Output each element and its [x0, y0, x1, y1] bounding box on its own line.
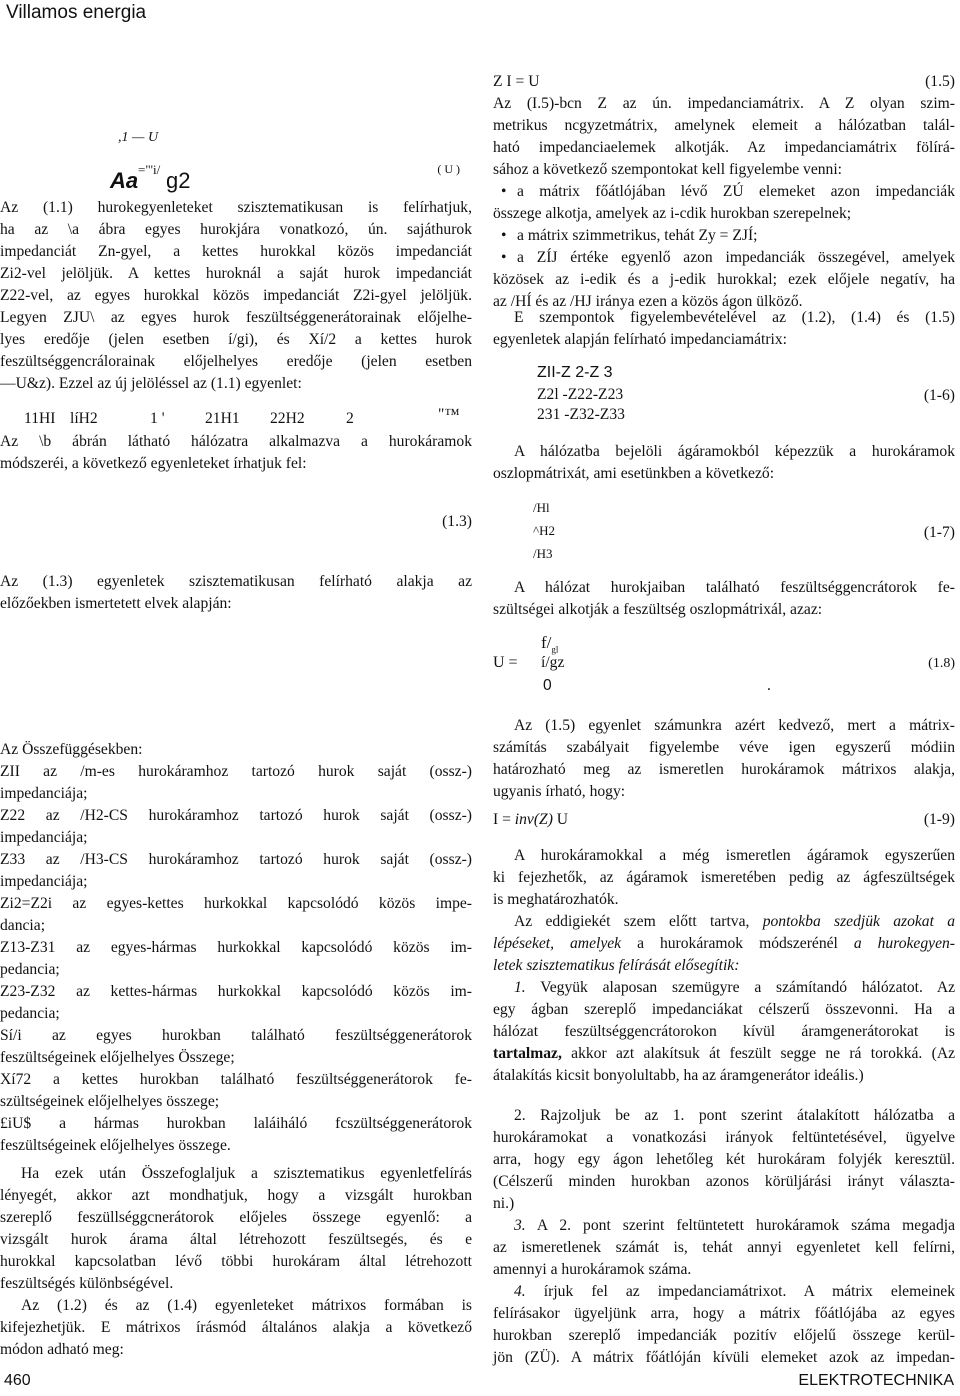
definition-line: Xí72 a kettes hurokban található feszültséggenerátorok fe-	[0, 1071, 472, 1088]
steps-intro-line: letek szisztematikus felírását elősegítik:	[493, 957, 740, 974]
text-line: (Célszerű minden hurokban azonos körüljárási irányt választa-	[493, 1173, 955, 1190]
text-line: Z22-vel, az egyes hurokkal közös impedanciát Z2i-gyel jelöljük.	[0, 287, 472, 304]
matrix-row: Z2l -Z22-Z23	[537, 386, 624, 403]
eq-fragment: ( U )	[437, 162, 460, 176]
eq-token: "™	[438, 406, 460, 423]
equation-number: (1-6)	[923, 387, 955, 404]
eq-token: 22H2	[270, 410, 305, 427]
eq-token: 2	[346, 410, 354, 427]
text-line: 2. Rajzoljuk be az 1. pont szerint átalakított hálózatba a	[514, 1107, 955, 1124]
definition-line: Sí/i az egyes hurokban található feszültséggenerátorok	[0, 1027, 472, 1044]
step-3-line: 3. A 2. pont szerint feltüntetett hurokáramok száma megadja	[514, 1217, 955, 1234]
definitions-intro: Az Összefüggésekben:	[0, 741, 143, 758]
eq-token: 1 '	[150, 410, 165, 427]
step-4-line: 4. írjuk fel az impedanciamátrixot. A mátrix elemeinek	[514, 1283, 955, 1300]
matrix-row: 0	[543, 677, 552, 694]
definition-line: feszültségeinek előjelhelyes Összege;	[0, 1049, 235, 1066]
text-line: metrikus ncgyzetmátrix, amelynek elemeit a hálózatban talál-	[493, 117, 955, 134]
matrix-row: /Hl	[533, 500, 550, 515]
text-line: szültségei alkotják a feszültség oszlopmátrixál, azaz:	[493, 601, 823, 618]
matrix-row: 231 -Z32-Z33	[537, 406, 625, 423]
text-line: ha az \a ábra egyes hurokjára vonatkozó, ún. sajáthurok	[0, 221, 472, 238]
text-line: Legyen ZJU\ az egyes hurok feszültséggenerátorainak előjelhe-	[0, 309, 472, 326]
equation-number: (1.8)	[928, 656, 955, 671]
eq-token: líH2	[70, 410, 98, 427]
text-line: Ha ezek után Összefoglaljuk a szisztematikus egyenletfelírás	[21, 1165, 472, 1182]
equation-number: (1-9)	[923, 811, 955, 828]
text-line: előzőekben ismertetett elvek alapján:	[0, 595, 232, 612]
text-line: sához a következő szempontokat kell figyelembe venni:	[493, 161, 843, 178]
definition-line: impedanciája;	[0, 829, 88, 846]
matrix-row: ZII-Z 2-Z 3	[537, 364, 613, 381]
eq-token: 21H1	[205, 410, 240, 427]
journal-name: ELEKTROTECHNIKA	[798, 1372, 954, 1389]
matrix-dot: .	[767, 677, 771, 694]
step-4-line: felírásakor ügyeljünk arra, hogy a mátrix főátlójába az egyes	[493, 1305, 955, 1322]
eq-token: 11HI	[24, 410, 56, 427]
text-line: feszültséggencrálorainak előjelhelyes eredője (jelen esetben	[0, 353, 472, 370]
text-line: Az \b ábrán látható hálózatra alkalmazva a hurokáramok	[0, 433, 472, 450]
step-4-line: jön (ZÜ). A mátrix főátlóján kívüli elemeket azok az impedan-	[493, 1349, 955, 1366]
text-line: számítás szabályait figyelembe véve igen egyszerű módiin	[493, 739, 955, 756]
eq-fragment: g2	[166, 168, 191, 193]
definition-line: Z13-Z31 az egyes-hármas hurkokkal kapcsolódó közös im-	[0, 939, 472, 956]
equation-lhs: U =	[493, 654, 518, 671]
definition-line: szültségeinek előjelhelyes összege;	[0, 1093, 220, 1110]
step-1-line: átalakítás kicsit bonyolultabb, ha az áramgenerátor ideális.)	[493, 1067, 864, 1084]
bullet-continuation: összege alkotja, amelyek az i-cdik hurokban szerepelnek;	[493, 205, 852, 222]
text-line: ki fejezhetők, az ágáramok ismeretében pedig az ágfeszültségek	[493, 869, 955, 886]
definition-line: £iU$ a hármas hurokban laláiháló fcszültséggenerátorok	[0, 1115, 472, 1132]
text-line: Az (1.5) egyenlet számunkra azért kedvező, mert a mátrix-	[514, 717, 955, 734]
equation-1-5: Z I = U	[493, 73, 540, 90]
definition-line: pedancia;	[0, 961, 60, 978]
text-line: határozható meg az ismeretlen hurokáramok mátrixos alakja,	[493, 761, 955, 778]
definition-line: Z33 az /H3-CS hurokáramhoz tartozó hurok saját (ossz-)	[0, 851, 472, 868]
text-line: Zi2-vel jelöljük. A kettes huroknál a saját hurok impedanciát	[0, 265, 472, 282]
step-1-line: tartalmaz, akkor azt alakítsuk át feszült segge ne rá torokká. (Az	[493, 1045, 955, 1062]
step-4-line: hurokban szereplő impedanciák pozitív előjelű összege kerül-	[493, 1327, 955, 1344]
definition-line: feszültségeinek előjelhelyes összege.	[0, 1137, 231, 1154]
text-line: is meghatározhatók.	[493, 891, 619, 908]
definition-line: impedanciája;	[0, 785, 88, 802]
eq-fragment: ="'i/	[138, 162, 161, 177]
definition-line: ZII az /m-es hurokáramhoz tartozó hurok saját (ossz-)	[0, 763, 472, 780]
text-line: szereplő feszüllséggcnerátorok előjeles összege egyenlő: a	[0, 1209, 472, 1226]
text-line: E szempontok figyelembevételével az (1.2), (1.4) és (1.5)	[514, 309, 955, 326]
step-3-line: amennyi a hurokáramok száma.	[493, 1261, 692, 1278]
definition-line: dancia;	[0, 917, 46, 934]
definition-line: Z22 az /H2-CS hurokáramhoz tartozó hurok saját (ossz-)	[0, 807, 472, 824]
page-number: 460	[4, 1372, 31, 1389]
definition-line: impedanciája;	[0, 873, 88, 890]
equation-number: (1.3)	[442, 513, 472, 530]
steps-intro-line: Az eddigiekét szem előtt tartva, pontokba szedjük azokat a	[514, 913, 955, 930]
step-1-line: 1. Vegyük alaposan szemügyre a számítandó hálózatot. Az	[514, 979, 955, 996]
bullet-item: • a mátrix főátlójában lévő ZÚ elemeket azon impedanciák	[493, 182, 955, 201]
text-line: Az (I.5)-bcn Z az ún. impedanciamátrix. A Z olyan szim-	[493, 95, 955, 112]
text-line: lyes eredője (jelen esetben í/gi), és Xí/2 a kettes hurok	[0, 331, 472, 348]
bullet-item: • a ZÍJ értéke egyenlő azon impedanciák összegével, amelyek	[493, 248, 955, 267]
text-line: ugyanis írható, hogy:	[493, 783, 626, 800]
text-line: kifejezhetjük. E mátrixos írásmód általános alakja a következő	[0, 1319, 472, 1336]
text-line: módon adható meg:	[0, 1341, 124, 1358]
text-line: feszültségés különbségével.	[0, 1275, 174, 1292]
text-line: Az (1.2) és az (1.4) egyenleteket mátrixos formában is	[21, 1297, 472, 1314]
definition-line: Zi2=Z2i az egyes-kettes hurkokkal kapcsolódó közös impe-	[0, 895, 472, 912]
text-line: impedanciát Zn-gyel, a kettes hurokkal közös impedanciát	[0, 243, 472, 260]
steps-intro-line: lépéseket, amelyek a hurokáramok módszerénél a hurokegyen-	[493, 935, 955, 952]
text-line: ni.)	[493, 1195, 515, 1212]
equation-number: (1-7)	[923, 524, 955, 541]
text-line: lényegét, akkor azt mondhatjuk, hogy a vizsgált hurokban	[0, 1187, 472, 1204]
text-line: oszlopmátrixát, ami esetünkben a következő:	[493, 465, 775, 482]
equation-1-9: I = inv(Z) U	[493, 811, 569, 828]
bullet-item: • a mátrix szimmetrikus, tehát Zy = ZJÍ;	[493, 226, 955, 245]
text-line: hurokkal kapcsolatban lévő többi hurokáram által létrehozott	[0, 1253, 472, 1270]
step-1-line: hálózat feszültséggencrátorokon kívül áramgenerátorokat is	[493, 1023, 955, 1040]
step-3-line: az ismeretlenek számát is, tehát annyi egyenletet kell felírni,	[493, 1239, 955, 1256]
text-line: Az (1.1) hurokegyenleteket szisztematikusan is felírhatjuk,	[0, 199, 472, 216]
matrix-row: /H3	[533, 546, 553, 561]
eq-fragment: Aa	[110, 168, 139, 193]
running-header: Villamos energia	[6, 2, 147, 23]
matrix-row: $f/_{gl}$	[541, 633, 559, 655]
text-line: Az (1.3) egyenletek szisztematikusan felírható alakja az	[0, 573, 472, 590]
text-line: vizsgált hurok árama által létrehozott feszültsegés, és e	[0, 1231, 472, 1248]
text-line: A hálózatba bejelöli ágáramokból képezzük a hurokáramok	[514, 443, 955, 460]
text-line: egyenletek alapján felírható impedanciamátrix:	[493, 331, 787, 348]
step-1-line: egy ágban szereplő impedanciákat célszerű összevonni. Ha a	[493, 1001, 955, 1018]
definition-line: pedancia;	[0, 1005, 60, 1022]
text-line: A hálózat hurokjaiban található feszültséggencrátorok fe-	[514, 579, 955, 596]
equation-number: (1.5)	[925, 73, 955, 90]
matrix-row: ^H2	[533, 523, 555, 538]
text-line: A hurokáramokkal a még ismeretlen ágáramok egyszerűen	[514, 847, 955, 864]
text-line: —U&z). Ezzel az új jelöléssel az (1.1) egyenlet:	[0, 375, 302, 392]
definition-line: Z23-Z32 az kettes-hármas hurkokkal kapcsolódó közös im-	[0, 983, 472, 1000]
text-line: ható impedanciaelemek alkotják. Az impedanciamátrix fölírá-	[493, 139, 955, 156]
text-line: arra, hogy egy ágon lehetőleg két hurokáram folyjék keresztül.	[493, 1151, 955, 1168]
eq-fragment: ,1 — U	[118, 130, 159, 145]
text-line: módszeréi, a következő egyenleteket írhatjuk fel:	[0, 455, 307, 472]
bullet-continuation: közösek az i-edik és a j-edik hurokkal; ezek előjele negatív, ha	[493, 271, 955, 288]
text-line: hurokáramokat a vonatkozási irányok feltüntetésével, ügyelve	[493, 1129, 955, 1146]
bullet-continuation: az /HÍ és az /HJ iránya ezen a közös ágon ülköző.	[493, 293, 803, 310]
matrix-row: í/gz	[541, 654, 565, 671]
